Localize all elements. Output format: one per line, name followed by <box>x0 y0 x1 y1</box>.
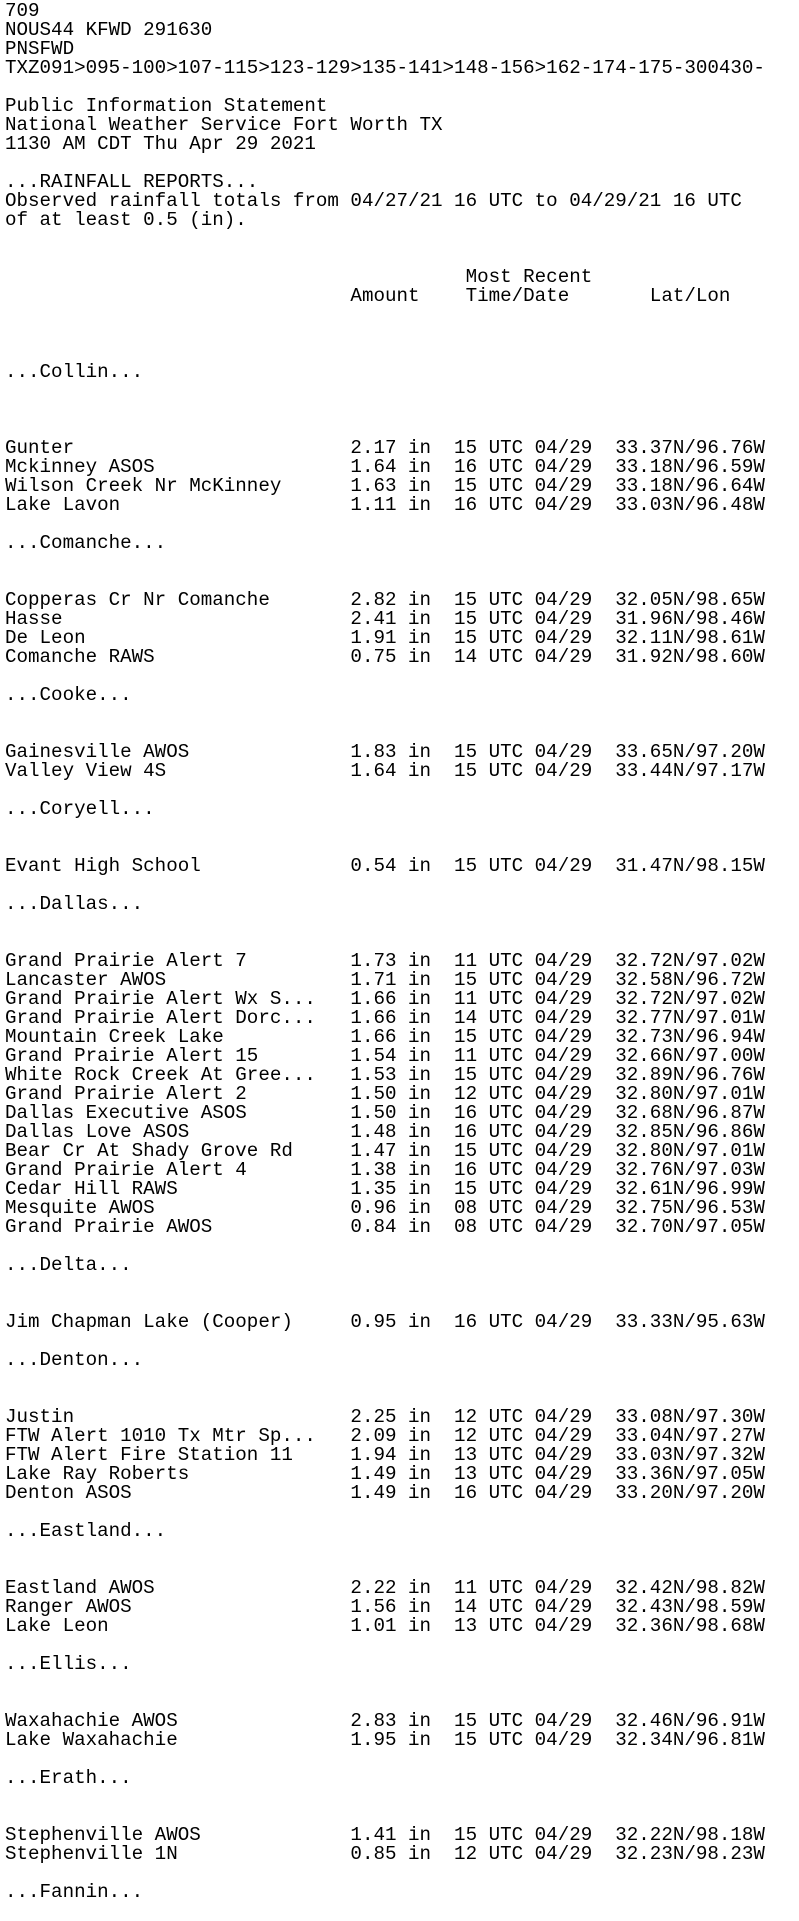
report-line: 1130 AM CDT Thu Apr 29 2021 <box>5 133 316 155</box>
report-line: Dallas Executive ASOS 1.50 in 16 UTC 04/29 32.68N/96.87W <box>5 1102 765 1124</box>
report-line: Bear Cr At Shady Grove Rd 1.47 in 15 UTC 04/29 32.80N/97.01W <box>5 1140 765 1162</box>
report-line: Stephenville AWOS 1.41 in 15 UTC 04/29 32.22N/98.18W <box>5 1824 765 1846</box>
report-line: Comanche RAWS 0.75 in 14 UTC 04/29 31.92N/98.60W <box>5 646 765 668</box>
report-line: Jim Chapman Lake (Cooper) 0.95 in 16 UTC 04/29 33.33N/95.63W <box>5 1311 765 1333</box>
report-line: Lake Waxahachie 1.95 in 15 UTC 04/29 32.34N/96.81W <box>5 1729 765 1751</box>
report-line <box>5 1674 765 1693</box>
report-line: ...Cooke... <box>5 684 132 706</box>
report-line <box>5 230 765 249</box>
report-line <box>5 306 765 325</box>
report-line: Grand Prairie Alert 4 1.38 in 16 UTC 04/29 32.76N/97.03W <box>5 1159 765 1181</box>
report-line: Grand Prairie AWOS 0.84 in 08 UTC 04/29 32.70N/97.05W <box>5 1216 765 1238</box>
report-line: ...Fannin... <box>5 1881 144 1903</box>
report-line: 709 <box>5 0 40 22</box>
report-line <box>5 401 765 420</box>
report-line: Lancaster AWOS 1.71 in 15 UTC 04/29 32.58N/96.72W <box>5 969 765 991</box>
report-line: Observed rainfall totals from 04/27/21 16 UTC to 04/29/21 16 UTC <box>5 190 742 212</box>
report-line <box>5 382 765 401</box>
report-line: Lake Ray Roberts 1.49 in 13 UTC 04/29 33.36N/97.05W <box>5 1463 765 1485</box>
report-line <box>5 819 765 838</box>
report-line: ...Coryell... <box>5 798 155 820</box>
report-line: Grand Prairie Alert Wx S... 1.66 in 11 UTC 04/29 32.72N/97.02W <box>5 988 765 1010</box>
report-line: Dallas Love ASOS 1.48 in 16 UTC 04/29 32.85N/96.86W <box>5 1121 765 1143</box>
report-line: Eastland AWOS 2.22 in 11 UTC 04/29 32.42N/98.82W <box>5 1577 765 1599</box>
report-line <box>5 325 765 344</box>
report-line: Wilson Creek Nr McKinney 1.63 in 15 UTC 04/29 33.18N/96.64W <box>5 475 765 497</box>
report-line: Grand Prairie Alert 15 1.54 in 11 UTC 04/29 32.66N/97.00W <box>5 1045 765 1067</box>
report-line <box>5 1275 765 1294</box>
report-line <box>5 1788 765 1807</box>
report-line: Cedar Hill RAWS 1.35 in 15 UTC 04/29 32.61N/96.99W <box>5 1178 765 1200</box>
report-line: ...Comanche... <box>5 532 167 554</box>
report-line: FTW Alert 1010 Tx Mtr Sp... 2.09 in 12 UTC 04/29 33.04N/97.27W <box>5 1425 765 1447</box>
report-line: ...Erath... <box>5 1767 132 1789</box>
report-line: Grand Prairie Alert 2 1.50 in 12 UTC 04/29 32.80N/97.01W <box>5 1083 765 1105</box>
report-line: Amount Time/Date Lat/Lon <box>5 285 731 307</box>
report-line: Mesquite AWOS 0.96 in 08 UTC 04/29 32.75N/96.53W <box>5 1197 765 1219</box>
report-line: Mckinney ASOS 1.64 in 16 UTC 04/29 33.18N/96.59W <box>5 456 765 478</box>
report-line: Most Recent <box>5 266 593 288</box>
report-line: Stephenville 1N 0.85 in 12 UTC 04/29 32.23N/98.23W <box>5 1843 765 1865</box>
report-line: Waxahachie AWOS 2.83 in 15 UTC 04/29 32.46N/96.91W <box>5 1710 765 1732</box>
report-line <box>5 914 765 933</box>
report-line <box>5 705 765 724</box>
report-line: ...Delta... <box>5 1254 132 1276</box>
report-line: White Rock Creek At Gree... 1.53 in 15 UTC 04/29 32.89N/96.76W <box>5 1064 765 1086</box>
report-line: Hasse 2.41 in 15 UTC 04/29 31.96N/98.46W <box>5 608 765 630</box>
report-line: Grand Prairie Alert Dorc... 1.66 in 14 UTC 04/29 32.77N/97.01W <box>5 1007 765 1029</box>
report-line: Gunter 2.17 in 15 UTC 04/29 33.37N/96.76W <box>5 437 765 459</box>
report-line: National Weather Service Fort Worth TX <box>5 114 443 136</box>
report-line: ...RAINFALL REPORTS... <box>5 171 259 193</box>
report-line: TXZ091>095-100>107-115>123-129>135-141>148-156>162-174-175-300430- <box>5 57 765 79</box>
report-line: ...Dallas... <box>5 893 144 915</box>
report-line: Evant High School 0.54 in 15 UTC 04/29 31.47N/98.15W <box>5 855 765 877</box>
report-line: NOUS44 KFWD 291630 <box>5 19 213 41</box>
report-line: Grand Prairie Alert 7 1.73 in 11 UTC 04/29 32.72N/97.02W <box>5 950 765 972</box>
report-line <box>5 1902 765 1921</box>
report-line: Mountain Creek Lake 1.66 in 15 UTC 04/29 32.73N/96.94W <box>5 1026 765 1048</box>
weather-report-text <box>5 2 765 1921</box>
report-line: PNSFWD <box>5 38 75 60</box>
report-line: ...Denton... <box>5 1349 144 1371</box>
report-line: ...Collin... <box>5 361 144 383</box>
report-line: Public Information Statement <box>5 95 328 117</box>
report-line: Gainesville AWOS 1.83 in 15 UTC 04/29 33.65N/97.20W <box>5 741 765 763</box>
report-line: Valley View 4S 1.64 in 15 UTC 04/29 33.44N/97.17W <box>5 760 765 782</box>
report-line: De Leon 1.91 in 15 UTC 04/29 32.11N/98.61W <box>5 627 765 649</box>
report-line: Lake Leon 1.01 in 13 UTC 04/29 32.36N/98.68W <box>5 1615 765 1637</box>
report-line: ...Ellis... <box>5 1653 132 1675</box>
report-line: of at least 0.5 (in). <box>5 209 247 231</box>
report-line <box>5 1370 765 1389</box>
report-line: Denton ASOS 1.49 in 16 UTC 04/29 33.20N/97.20W <box>5 1482 765 1504</box>
report-line: Lake Lavon 1.11 in 16 UTC 04/29 33.03N/96.48W <box>5 494 765 516</box>
report-line: Copperas Cr Nr Comanche 2.82 in 15 UTC 04/29 32.05N/98.65W <box>5 589 765 611</box>
report-line: ...Eastland... <box>5 1520 167 1542</box>
report-line <box>5 1541 765 1560</box>
report-line: Ranger AWOS 1.56 in 14 UTC 04/29 32.43N/98.59W <box>5 1596 765 1618</box>
report-line: Justin 2.25 in 12 UTC 04/29 33.08N/97.30W <box>5 1406 765 1428</box>
report-line <box>5 553 765 572</box>
report-line: FTW Alert Fire Station 11 1.94 in 13 UTC 04/29 33.03N/97.32W <box>5 1444 765 1466</box>
